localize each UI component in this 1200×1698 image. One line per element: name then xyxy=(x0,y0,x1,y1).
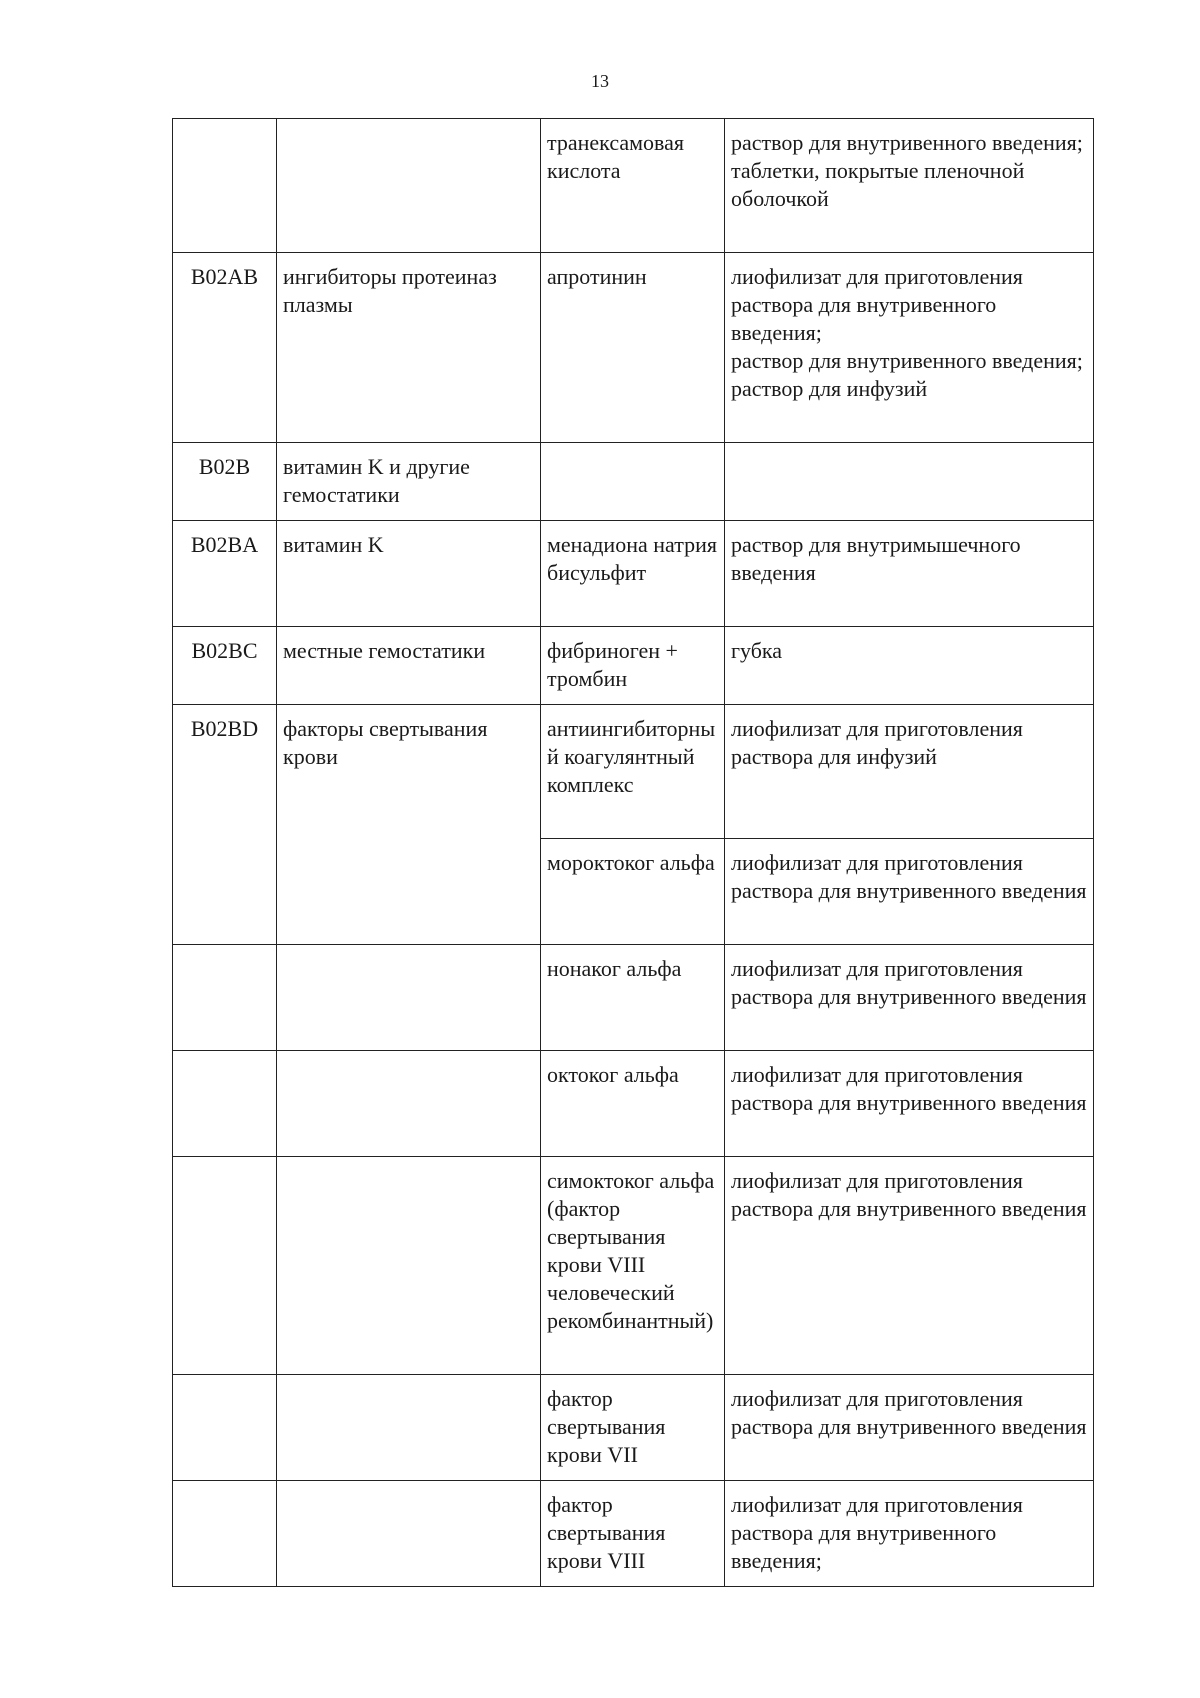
drug-table xyxy=(172,118,1094,1587)
table-row xyxy=(173,443,1094,521)
atc-code-cell xyxy=(173,1051,277,1157)
dosage-form-cell xyxy=(725,119,1094,253)
dosage-form-line: лиофилизат для приготовления раствора для внутривенного введения xyxy=(731,850,1087,903)
table-row xyxy=(173,1051,1094,1157)
table-row xyxy=(173,945,1094,1051)
group-name-cell xyxy=(277,1051,541,1157)
dosage-form-line: лиофилизат для приготовления раствора для внутривенного введения xyxy=(731,1062,1087,1115)
drug-name-cell: октоког альфа xyxy=(541,1051,725,1157)
dosage-form-line: раствор для внутривенного введения; xyxy=(731,348,1083,373)
table-row xyxy=(173,521,1094,627)
drug-name-cell: антиингибиторный коагулянтный комплекс xyxy=(541,705,725,839)
drug-name-cell: фибриноген + тромбин xyxy=(541,627,725,705)
drug-name-cell: апротинин xyxy=(541,253,725,443)
dosage-form-line: раствор для внутримышечного введения xyxy=(731,532,1021,585)
drug-name-cell: мороктоког альфа xyxy=(541,839,725,945)
drug-name-cell: менадиона натрия бисульфит xyxy=(541,521,725,627)
atc-code-cell xyxy=(173,945,277,1051)
group-name-cell xyxy=(277,1375,541,1481)
drug-name-cell: фактор свертывания крови VII xyxy=(541,1375,725,1481)
drug-name-cell xyxy=(541,443,725,521)
drug-name-cell: транексамовая кислота xyxy=(541,119,725,253)
table-row xyxy=(173,705,1094,839)
dosage-form-line: лиофилизат для приготовления раствора для внутривенного введения xyxy=(731,1168,1087,1221)
dosage-form-cell xyxy=(725,839,1094,945)
group-name-cell: факторы свертывания крови xyxy=(277,705,541,945)
atc-code-cell: B02BC xyxy=(173,627,277,705)
atc-code-cell xyxy=(173,1157,277,1375)
group-name-cell: ингибиторы протеиназ плазмы xyxy=(277,253,541,443)
atc-code-cell xyxy=(173,119,277,253)
atc-code-cell: B02BA xyxy=(173,521,277,627)
dosage-form-cell xyxy=(725,1157,1094,1375)
table-row xyxy=(173,1157,1094,1375)
dosage-form-line: раствор для внутривенного введения; xyxy=(731,130,1083,155)
group-name-cell: местные гемостатики xyxy=(277,627,541,705)
dosage-form-line: губка xyxy=(731,638,783,663)
table-row xyxy=(173,119,1094,253)
drug-name-cell: симоктоког альфа (фактор свертывания крови VIII человеческий рекомбинантный) xyxy=(541,1157,725,1375)
group-name-cell xyxy=(277,1157,541,1375)
page-number: 13 xyxy=(591,71,609,91)
group-name-cell: витамин K xyxy=(277,521,541,627)
dosage-form-line: лиофилизат для приготовления раствора для инфузий xyxy=(731,716,1023,769)
atc-code-cell: B02AB xyxy=(173,253,277,443)
table-row xyxy=(173,1481,1094,1587)
dosage-form-cell xyxy=(725,627,1094,705)
dosage-form-cell xyxy=(725,443,1094,521)
dosage-form-cell xyxy=(725,1051,1094,1157)
table-row xyxy=(173,1375,1094,1481)
dosage-form-line: лиофилизат для приготовления раствора для внутривенного введения xyxy=(731,956,1087,1009)
dosage-form-cell xyxy=(725,1481,1094,1587)
dosage-form-cell xyxy=(725,521,1094,627)
group-name-cell xyxy=(277,945,541,1051)
drug-name-cell: фактор свертывания крови VIII xyxy=(541,1481,725,1587)
dosage-form-line: таблетки, покрытые пленочной оболочкой xyxy=(731,158,1025,211)
dosage-form-line: лиофилизат для приготовления раствора для внутривенного введения; xyxy=(731,1492,1023,1573)
dosage-form-cell xyxy=(725,705,1094,839)
group-name-cell: витамин K и другие гемостатики xyxy=(277,443,541,521)
dosage-form-cell xyxy=(725,945,1094,1051)
table-row xyxy=(173,253,1094,443)
atc-code-cell: B02BD xyxy=(173,705,277,945)
drug-name-cell: нонаког альфа xyxy=(541,945,725,1051)
dosage-form-cell xyxy=(725,1375,1094,1481)
atc-code-cell xyxy=(173,1375,277,1481)
group-name-cell xyxy=(277,1481,541,1587)
dosage-form-line: лиофилизат для приготовления раствора для внутривенного введения; xyxy=(731,264,1023,345)
group-name-cell xyxy=(277,119,541,253)
dosage-form-cell xyxy=(725,253,1094,443)
table-row xyxy=(173,627,1094,705)
dosage-form-line: раствор для инфузий xyxy=(731,376,928,401)
dosage-form-line: лиофилизат для приготовления раствора для внутривенного введения xyxy=(731,1386,1087,1439)
atc-code-cell: B02B xyxy=(173,443,277,521)
atc-code-cell xyxy=(173,1481,277,1587)
